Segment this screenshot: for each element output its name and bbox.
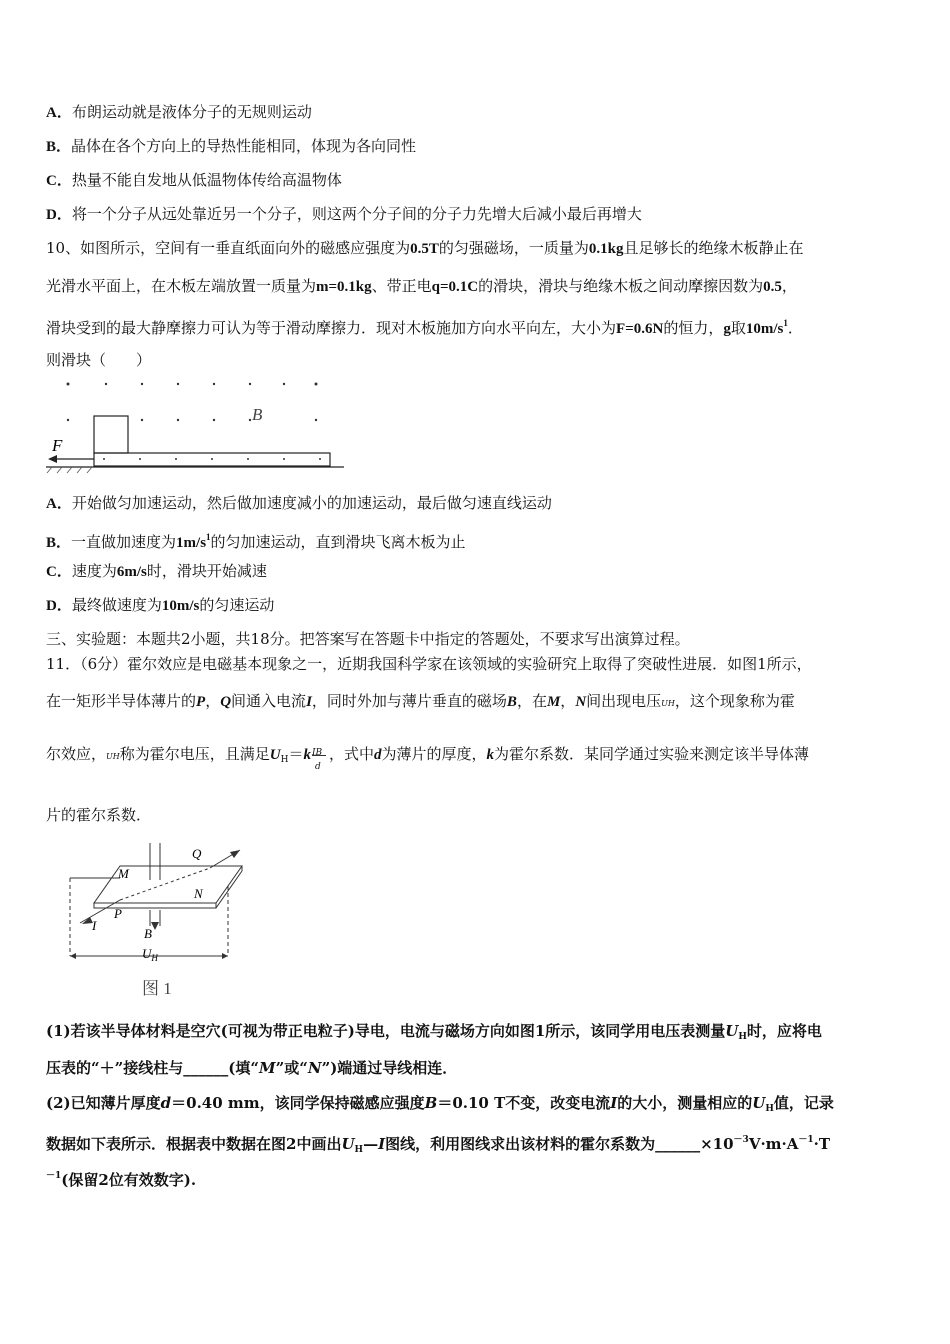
semiconductor-slab [94,866,242,903]
slider-block [94,416,128,453]
option-text: 布朗运动就是液体分子的无规则运动 [71,103,312,121]
superscript: 1 [206,532,211,542]
label-I: I [92,918,97,933]
var-B: B [506,694,517,710]
text: 的匀强磁场，一质量为 [438,239,589,257]
text: 一直做加速度为 [71,533,177,551]
label-UH [142,946,158,963]
subscript: H [765,1104,774,1114]
q10-stem-line-4 [46,350,910,370]
superscript: －1 [798,1135,814,1145]
text: 光滑水平面上，在木板左端放置一质量为 [46,277,317,295]
text: (2)已知薄片厚度 [46,1094,161,1112]
fraction-IB-over-d [311,744,329,772]
text: 间出现电压 [586,692,662,710]
var-d: d [373,747,382,763]
text: 速度为 [71,562,117,580]
label-P: P [114,906,122,921]
var-M: M [546,694,561,710]
option-label: C． [46,564,72,580]
q11-sub1-line-1 [46,1021,910,1047]
option-label: A． [46,496,72,512]
q9-option-a [46,102,910,123]
text: 的滑块，滑块与绝缘木板之间动摩擦因数为 [478,277,764,295]
text: ， [781,277,797,295]
text: 为薄片的厚度， [381,745,487,763]
board-dots [103,458,321,460]
text: 间通入电流 [231,692,307,710]
q11-stem-line-3 [46,744,910,770]
label-U: U [142,946,152,961]
fraction-bar [312,755,326,756]
var-U: U [269,747,281,763]
value: 1m/s [176,535,207,551]
var-d: d [160,1094,172,1112]
force-arrowhead [48,455,57,463]
value: 6m/s [116,564,147,580]
option-label: B． [46,535,72,551]
section-heading [46,629,910,649]
text: — [363,1135,379,1153]
text: 则滑块（ ） [46,351,152,369]
q11-stem-line-2 [46,691,910,714]
ground-hatch [47,467,92,473]
text: 的匀速运动 [199,596,275,614]
q10-stem-line-1 [46,238,910,259]
text: 的恒力， [663,319,724,337]
figure-caption: 图 1 [142,979,172,998]
current-arrow-out [230,850,240,858]
fraction-denominator: d [314,762,321,772]
superscript: 1 [783,318,788,328]
superscript: －3 [733,1135,749,1145]
var-U: U [725,1022,739,1040]
option-text: 晶体在各个方向上的导热性能相同，体现为各向同性 [71,137,417,155]
option-label: D． [46,207,72,223]
option-label: B． [46,139,72,155]
q11-sub2-line-3 [46,1166,910,1190]
uh-arrow-right [222,953,228,959]
var-I: I [378,1135,386,1153]
text: 三、实验题：本题共2小题，共18分。把答案写在答题卡中指定的答题处，不要求写出演算过程。 [46,630,690,648]
value: q=0.1C [431,279,479,295]
label-B: B [144,926,152,941]
option-text: 将一个分子从远处靠近另一个分子，则这两个分子间的分子力先增大后减小最后再增大 [71,205,642,223]
option-text: 热量不能自发地从低温物体传给高温物体 [71,171,342,189]
var-k: k [303,747,311,763]
text: 片的霍尔系数． [46,806,152,824]
text: 时，应将电 [746,1022,822,1040]
text: 且足够长的绝缘木板静止在 [623,239,804,257]
option-text: 开始做匀加速运动，然后做加速度减小的加速运动，最后做匀速直线运动 [71,494,552,512]
q11-stem-line-1 [46,654,910,674]
text: 10、如图所示，空间有一垂直纸面向外的磁感应强度为 [46,239,411,257]
text: ”)端通过导线相连． [321,1059,458,1077]
text: 值，记录 [773,1094,834,1112]
value: 0.1kg [588,241,624,257]
magnetic-field-dots [67,383,318,422]
text: 压表的“＋”接线柱与______(填“ [46,1059,259,1077]
text: ＝ [288,745,304,763]
value: 10m/s [745,321,784,337]
label-B: B [252,405,263,424]
var-Q: Q [220,694,232,710]
value: F=0.6N [616,321,664,337]
subscript: H [280,755,289,765]
text: 的匀加速运动，直到滑块飞离木板为止 [210,533,466,551]
label-N: N [194,886,203,901]
var-UH-small: UH [661,699,675,708]
text: 最终做速度为 [71,596,162,614]
q10-option-b [46,527,910,553]
var-P: P [196,694,206,710]
var-N: N [575,694,587,710]
fraction-numerator: IB [311,748,323,758]
text: 称为霍尔电压，且满足 [119,745,270,763]
var-U: U [341,1135,355,1153]
var-M: M [258,1059,276,1077]
value: 0.5 [763,279,782,295]
superscript: －1 [46,1171,62,1181]
text: (保留2位有效数字). [61,1171,197,1189]
q11-sub1-line-2 [46,1058,910,1078]
text: 、带正电 [371,277,432,295]
text: 11．（6分）霍尔效应是电磁基本现象之一，近期我国科学家在该领域的实验研究上取得了突破性进展．如图1所示， [46,655,812,673]
var-B: B [424,1094,438,1112]
slab-edge-right [216,871,242,908]
var-UH-small: UH [106,752,120,761]
text: 图线，利用图线求出该材料的霍尔系数为______×10 [385,1135,734,1153]
text: ， [205,692,221,710]
q10-stem-line-2 [46,276,910,297]
var-k: k [486,747,494,763]
text: ，在 [516,692,547,710]
q10-option-d [46,595,910,616]
text: 在一矩形半导体薄片的 [46,692,197,710]
text: (1)若该半导体材料是空穴(可视为带正电粒子)导电，电流与磁场方向如图1所示，该同学用电压表测量 [46,1022,726,1040]
text: 的大小，测量相应的 [617,1094,753,1112]
label-H-sub: H [151,953,158,963]
text: 尔效应， [46,745,107,763]
q11-sub2-line-1 [46,1093,910,1119]
label-M: M [118,866,129,881]
q10-option-c [46,561,910,582]
option-label: C． [46,173,72,189]
q10-option-a [46,493,910,514]
text: ＝0.40 mm，该同学保持磁感应强度 [171,1094,425,1112]
text: ”或“ [275,1059,308,1077]
text: ， [560,692,576,710]
value: 0.5T [410,241,439,257]
var-I: I [610,1094,618,1112]
slab-edge [94,903,216,908]
text: ． [787,319,803,337]
q9-option-b [46,136,910,157]
option-label: D． [46,598,72,614]
text: ，这个现象称为霍 [674,692,795,710]
value: 10m/s [161,598,200,614]
b-field-arrow [151,922,159,930]
subscript: H [738,1032,747,1042]
subscript: H [354,1145,364,1155]
var-U: U [752,1094,766,1112]
text: ·T [813,1135,831,1153]
text: 时，滑块开始减速 [146,562,267,580]
text: 为霍尔系数．某同学通过实验来测定该半导体薄 [494,745,810,763]
q10-figure [44,374,349,476]
text: V·m·A [748,1135,799,1153]
text: 取 [730,319,746,337]
text: 数据如下表所示．根据表中数据在图2中画出 [46,1135,342,1153]
value: g [723,321,731,337]
text: 滑块受到的最大静摩擦力可认为等于滑动摩擦力．现对木板施加方向水平向左，大小为 [46,319,617,337]
option-label: A． [46,105,72,121]
value: m=0.1kg [316,279,372,295]
q9-option-d [46,204,910,225]
text: ，式中 [328,745,374,763]
var-N: N [307,1059,322,1077]
label-F: F [52,436,63,455]
q11-stem-line-4 [46,805,910,825]
q11-sub2-line-2 [46,1130,910,1160]
q10-stem-line-3 [46,313,910,339]
q11-figure-1 [60,838,250,1003]
q9-option-c [46,170,910,191]
var-I: I [306,694,312,710]
label-Q: Q [192,846,202,861]
uh-arrow-left [70,953,76,959]
text: ＝0.10 T不变，改变电流 [437,1094,611,1112]
text: ，同时外加与薄片垂直的磁场 [311,692,507,710]
